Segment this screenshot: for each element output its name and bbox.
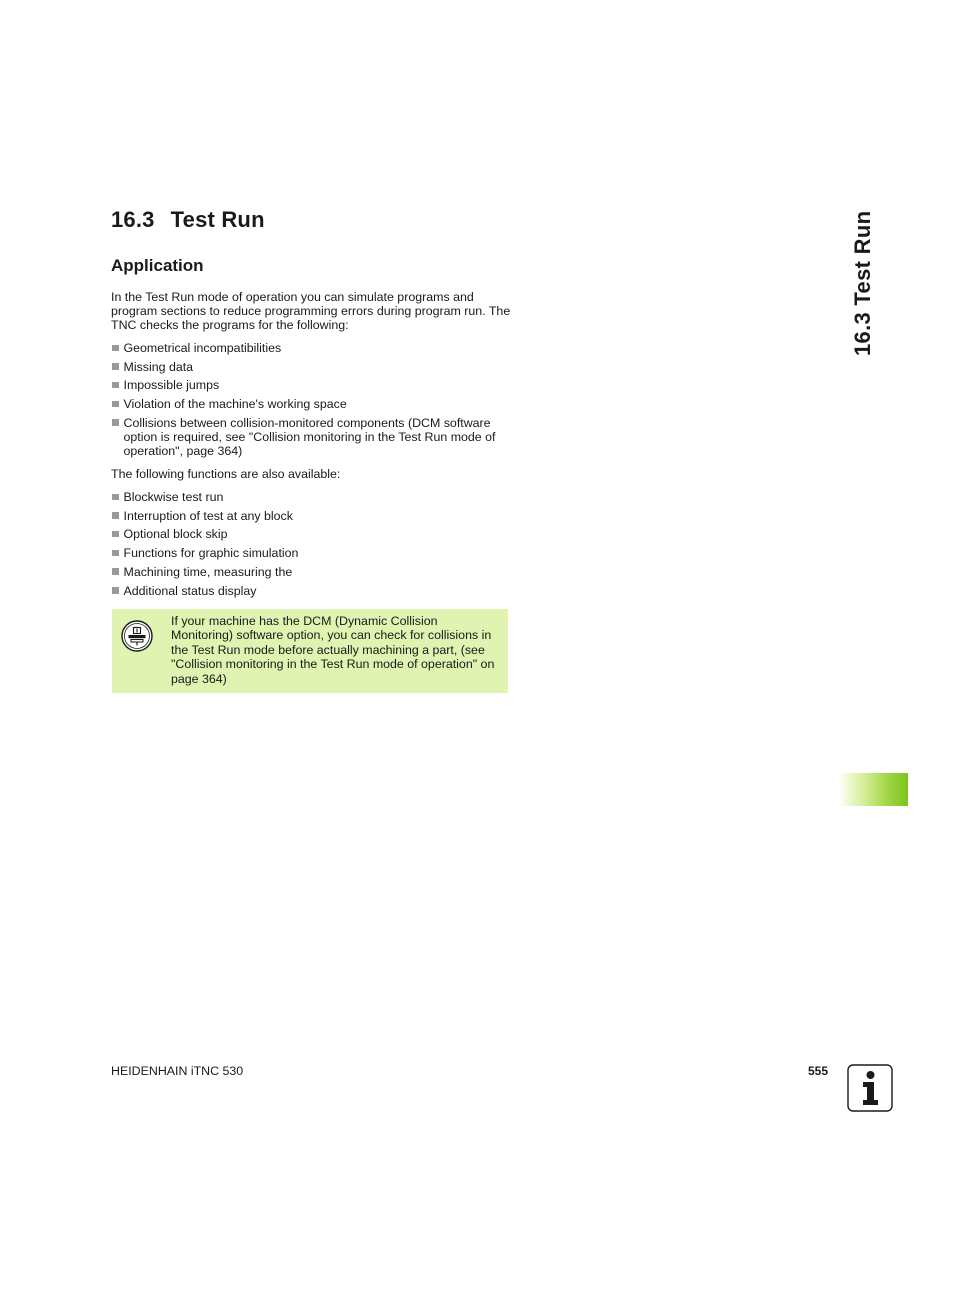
bullet-square-icon [112,550,119,557]
side-tab-title: 16.3 Test Run [850,210,875,356]
list-item: Missing data [111,360,511,374]
intro-paragraph: In the Test Run mode of operation you can simulate programs and program sections to reduce programming errors during program run. The TNC checks the programs for the following: [111,290,511,333]
list-item: Blockwise test run [111,490,511,504]
footer-product: HEIDENHAIN iTNC 530 [111,1064,244,1078]
bullet-square-icon [112,363,119,370]
info-icon [847,1064,893,1112]
chapter-tab-marker [838,773,908,806]
section-title [111,207,265,233]
bullet-square-icon [112,512,119,519]
subsection-title: Application [111,256,204,275]
bullet-square-icon [112,401,119,408]
checks-list [111,341,511,463]
bullet-square-icon [112,531,119,538]
list-item: Impossible jumps [111,378,511,392]
bullet-square-icon [112,345,119,352]
list-item: Additional status display [111,584,511,598]
list-item: Violation of the machine's working space [111,397,511,411]
bullet-square-icon [112,568,119,575]
list-item: Geometrical incompatibilities [111,341,511,355]
bullet-square-icon [112,382,119,389]
page-number: 555 [808,1064,829,1078]
bullet-square-icon [112,587,119,594]
note-text: If your machine has the DCM (Dynamic Collision Monitoring) software option, you can check for collisions in the Test Run mode before actually machining a part, (see "Collision monitoring in the Test Run mode of operation" on page 364) [171,614,495,686]
section-number: 16.3 [111,207,155,232]
list-item: Optional block skip [111,527,511,541]
list-item: Machining time, measuring the [111,565,511,579]
list-item: Functions for graphic simulation [111,546,511,560]
section-title-text: Test Run [170,207,265,232]
note-box [112,609,508,693]
bullet-square-icon [112,419,119,426]
bullet-square-icon [112,494,119,501]
also-available-paragraph: The following functions are also available: [111,467,341,481]
functions-list [111,490,511,602]
list-item: Interruption of test at any block [111,509,511,523]
list-item: Collisions between collision-monitored components (DCM software option is required, see "Collision monitoring in the Test Run mode of operation", page 364) [111,416,511,459]
machine-dependent-icon [121,620,153,652]
